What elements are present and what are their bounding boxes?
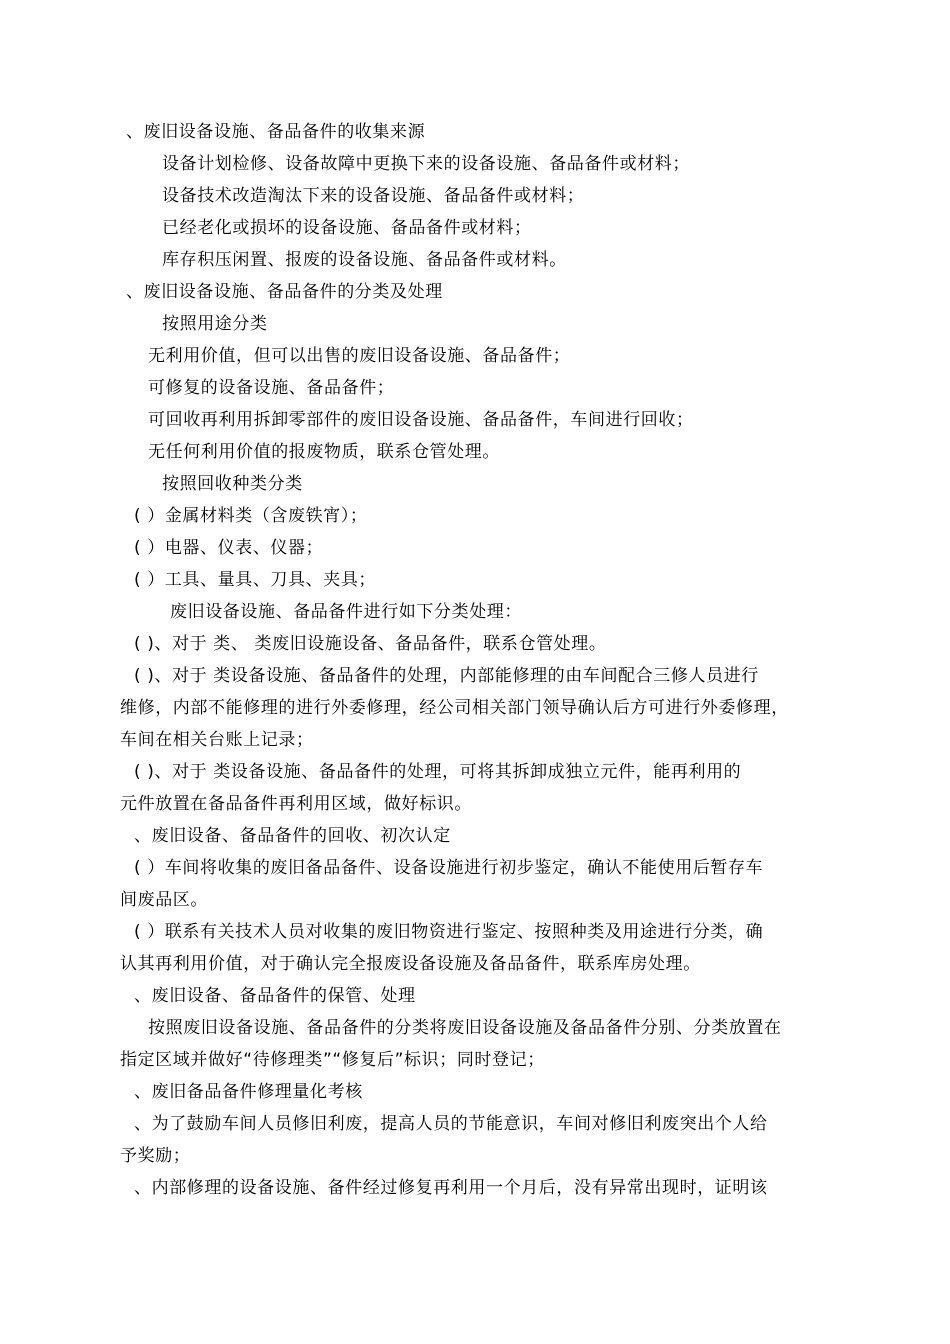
list-item: ( ）金属材料类（含废铁宵）； [134,506,368,526]
list-item: ( ）电器、仪表、仪器； [134,538,324,558]
paragraph-line: ( ）联系有关技术人员对收集的废旧物资进行鉴定、按照种类及用途进行分类，确 [134,922,764,942]
paragraph-line: 维修，内部不能修理的进行外委修理，经公司相关部门领导确认后方可进行外委修理， [120,698,789,718]
subheading-by-usage: 按照用途分类 [162,314,268,334]
paragraph-line: 、为了鼓励车间人员修旧利废，提高人员的节能意识，车间对修旧利废突出个人给 [134,1114,768,1134]
paragraph-line: 、内部修理的设备设施、备件经过修复再利用一个月后，没有异常出现时，证明该 [134,1178,768,1198]
list-item: 可修复的设备设施、备品备件； [148,378,395,398]
section-heading-assessment: 、废旧备品备件修理量化考核 [134,1082,363,1102]
paragraph-line: ( ）车间将收集的废旧备品备件、设备设施进行初步鉴定，确认不能使用后暂存车 [134,858,764,878]
list-item: 设备计划检修、设备故障中更换下来的设备设施、备品备件或材料； [162,154,690,174]
section-heading-classification: 、废旧设备设施、备品备件的分类及处理 [126,282,443,302]
paragraph-line: 按照废旧设备设施、备品备件的分类将废旧设备设施及备品备件分别、分类放置在 [148,1018,782,1038]
list-item: 无利用价值，但可以出售的废旧设备设施、备品备件； [148,346,571,366]
paragraph-line: 认其再利用价值，对于确认完全报废设备设施及备品备件，联系库房处理。 [120,954,701,974]
section-heading-storage: 、废旧设备、备品备件的保管、处理 [134,986,416,1006]
list-item: 可回收再利用拆卸零部件的废旧设备设施、备品备件，车间进行回收； [148,410,694,430]
list-item: 设备技术改造淘汰下来的设备设施、备品备件或材料； [162,186,585,206]
list-item: 库存积压闲置、报废的设备设施、备品备件或材料。 [162,250,567,270]
section-heading-collection-sources: 、废旧设备设施、备品备件的收集来源 [126,122,426,142]
paragraph-line: 予奖励； [120,1146,191,1166]
list-item: ( ）工具、量具、刀具、夹具； [134,570,377,590]
paragraph-line: 间废品区。 [120,890,208,910]
subheading-by-type: 按照回收种类分类 [162,474,303,494]
section-heading-recovery: 、废旧设备、备品备件的回收、初次认定 [134,826,451,846]
list-item: ( )、对于 类、 类废旧设施设备、备品备件，联系仓管处理。 [134,634,607,654]
list-item: 已经老化或损坏的设备设施、备品备件或材料； [162,218,532,238]
paragraph-line: ( )、对于 类设备设施、备品备件的处理，内部能修理的由车间配合三修人员进行 [134,666,759,686]
paragraph-line: 元件放置在备品备件再利用区域，做好标识。 [120,794,472,814]
paragraph-line: ( )、对于 类设备设施、备品备件的处理，可将其拆卸成独立元件，能再利用的 [134,762,742,782]
list-item: 无任何利用价值的报废物质，联系仓管处理。 [148,442,500,462]
subheading-processing: 废旧设备设施、备品备件进行如下分类处理： [170,602,522,622]
paragraph-line: 车间在相关台账上记录； [120,730,314,750]
paragraph-line: 指定区域并做好“待修理类”“修复后”标识；同时登记； [120,1050,545,1070]
